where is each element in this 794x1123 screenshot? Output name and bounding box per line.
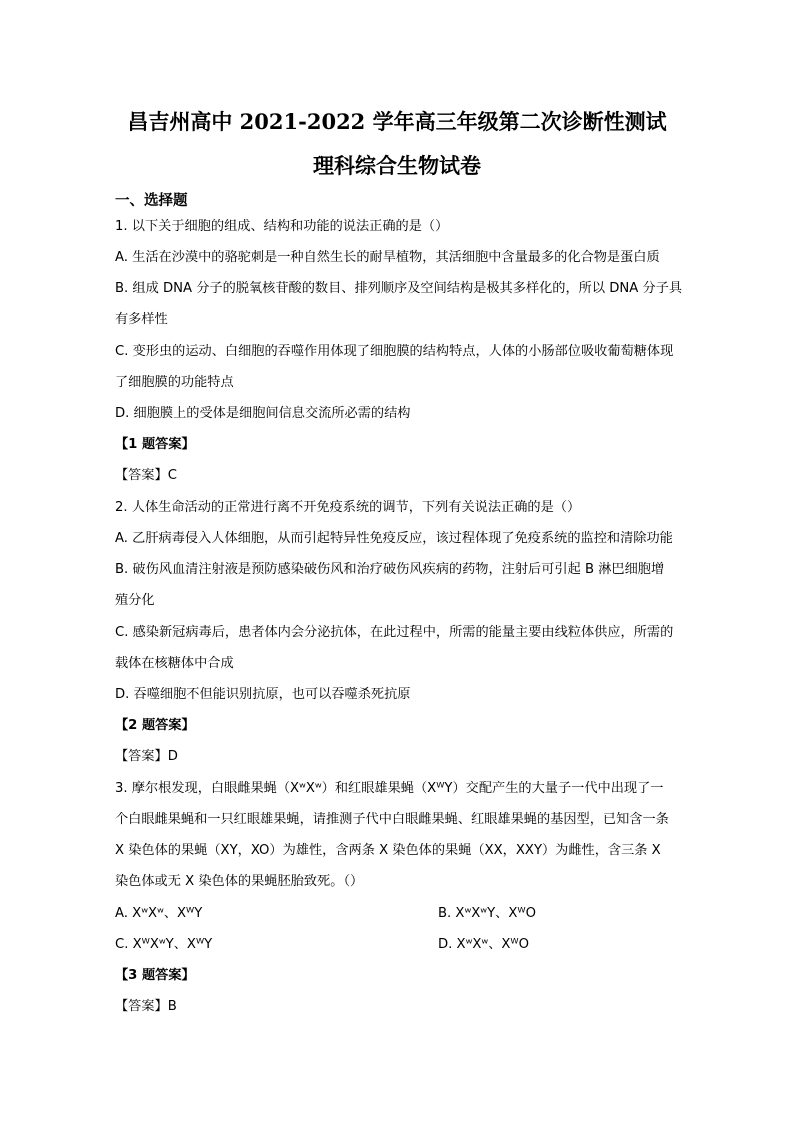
- q2-option-b-cont: 殖分化: [115, 593, 155, 608]
- q1-option-b: B. 组成 DNA 分子的脱氧核苷酸的数目、排列顺序及空间结构是极其多样化的，所以 DNA 分子具: [115, 281, 683, 296]
- q2-option-c: C. 感染新冠病毒后，患者体内会分泌抗体，在此过程中，所需的能量主要由线粒体供应，所需的: [115, 625, 674, 640]
- title-line-1: 昌吉州高中 2021-2022 学年高三年级第二次诊断性测试: [127, 109, 667, 134]
- q1-answer-tag: 【1 题答案】: [115, 437, 195, 452]
- q1-stem: 1. 以下关于细胞的组成、结构和功能的说法正确的是（）: [115, 219, 449, 234]
- q3-answer-tag: 【3 题答案】: [115, 968, 195, 983]
- q2-option-c-cont: 载体在核糖体中合成: [115, 656, 234, 671]
- q2-stem: 2. 人体生命活动的正常进行离不开免疫系统的调节，下列有关说法正确的是（）: [115, 500, 581, 515]
- q3-option-d: D. XʷXʷ、XᵂO: [438, 937, 530, 952]
- q2-option-d: D. 吞噬细胞不但能识别抗原，也可以吞噬杀死抗原: [115, 687, 411, 702]
- q1-option-d: D. 细胞膜上的受体是细胞间信息交流所必需的结构: [115, 406, 411, 421]
- q3-stem-3: X 染色体的果蝇（XY，XO）为雄性，含两条 X 染色体的果蝇（XX，XXY）为雌性，含三条 X: [115, 843, 661, 858]
- section-heading: 一、选择题: [115, 193, 188, 209]
- q3-stem-4: 染色体或无 X 染色体的果蝇胚胎致死。（）: [115, 874, 364, 889]
- q3-stem-1: 3. 摩尔根发现，白眼雌果蝇（XʷXʷ）和红眼雄果蝇（XᵂY）交配产生的大量子一代中出现了一: [115, 781, 664, 796]
- q3-option-b: B. XʷXʷY、XᵂO: [438, 906, 536, 921]
- q1-option-c-cont: 了细胞膜的功能特点: [115, 375, 234, 390]
- q2-option-a: A. 乙肝病毒侵入人体细胞，从而引起特异性免疫反应，该过程体现了免疫系统的监控和清除功能: [115, 531, 673, 546]
- q3-option-a: A. XʷXʷ、XᵂY: [115, 906, 203, 921]
- q3-stem-2: 个白眼雌果蝇和一只红眼雄果蝇，请推测子代中白眼雌果蝇、红眼雄果蝇的基因型，已知含一条: [115, 812, 669, 827]
- q1-answer: 【答案】C: [115, 468, 177, 483]
- q3-answer: 【答案】B: [115, 999, 177, 1014]
- q3-option-c: C. XᵂXʷY、XᵂY: [115, 937, 213, 952]
- q2-option-b: B. 破伤风血清注射液是预防感染破伤风和治疗破伤风疾病的药物，注射后可引起 B 淋巴细胞增: [115, 562, 665, 577]
- q1-option-b-cont: 有多样性: [115, 312, 168, 327]
- q1-option-a: A. 生活在沙漠中的骆驼刺是一种自然生长的耐旱植物，其活细胞中含量最多的化合物是蛋白质: [115, 250, 660, 265]
- title-line-2: 理科综合生物试卷: [313, 153, 481, 178]
- q1-option-c: C. 变形虫的运动、白细胞的吞噬作用体现了细胞膜的结构特点，人体的小肠部位吸收葡萄糖体现: [115, 344, 674, 359]
- q2-answer: 【答案】D: [115, 749, 178, 764]
- q2-answer-tag: 【2 题答案】: [115, 718, 195, 733]
